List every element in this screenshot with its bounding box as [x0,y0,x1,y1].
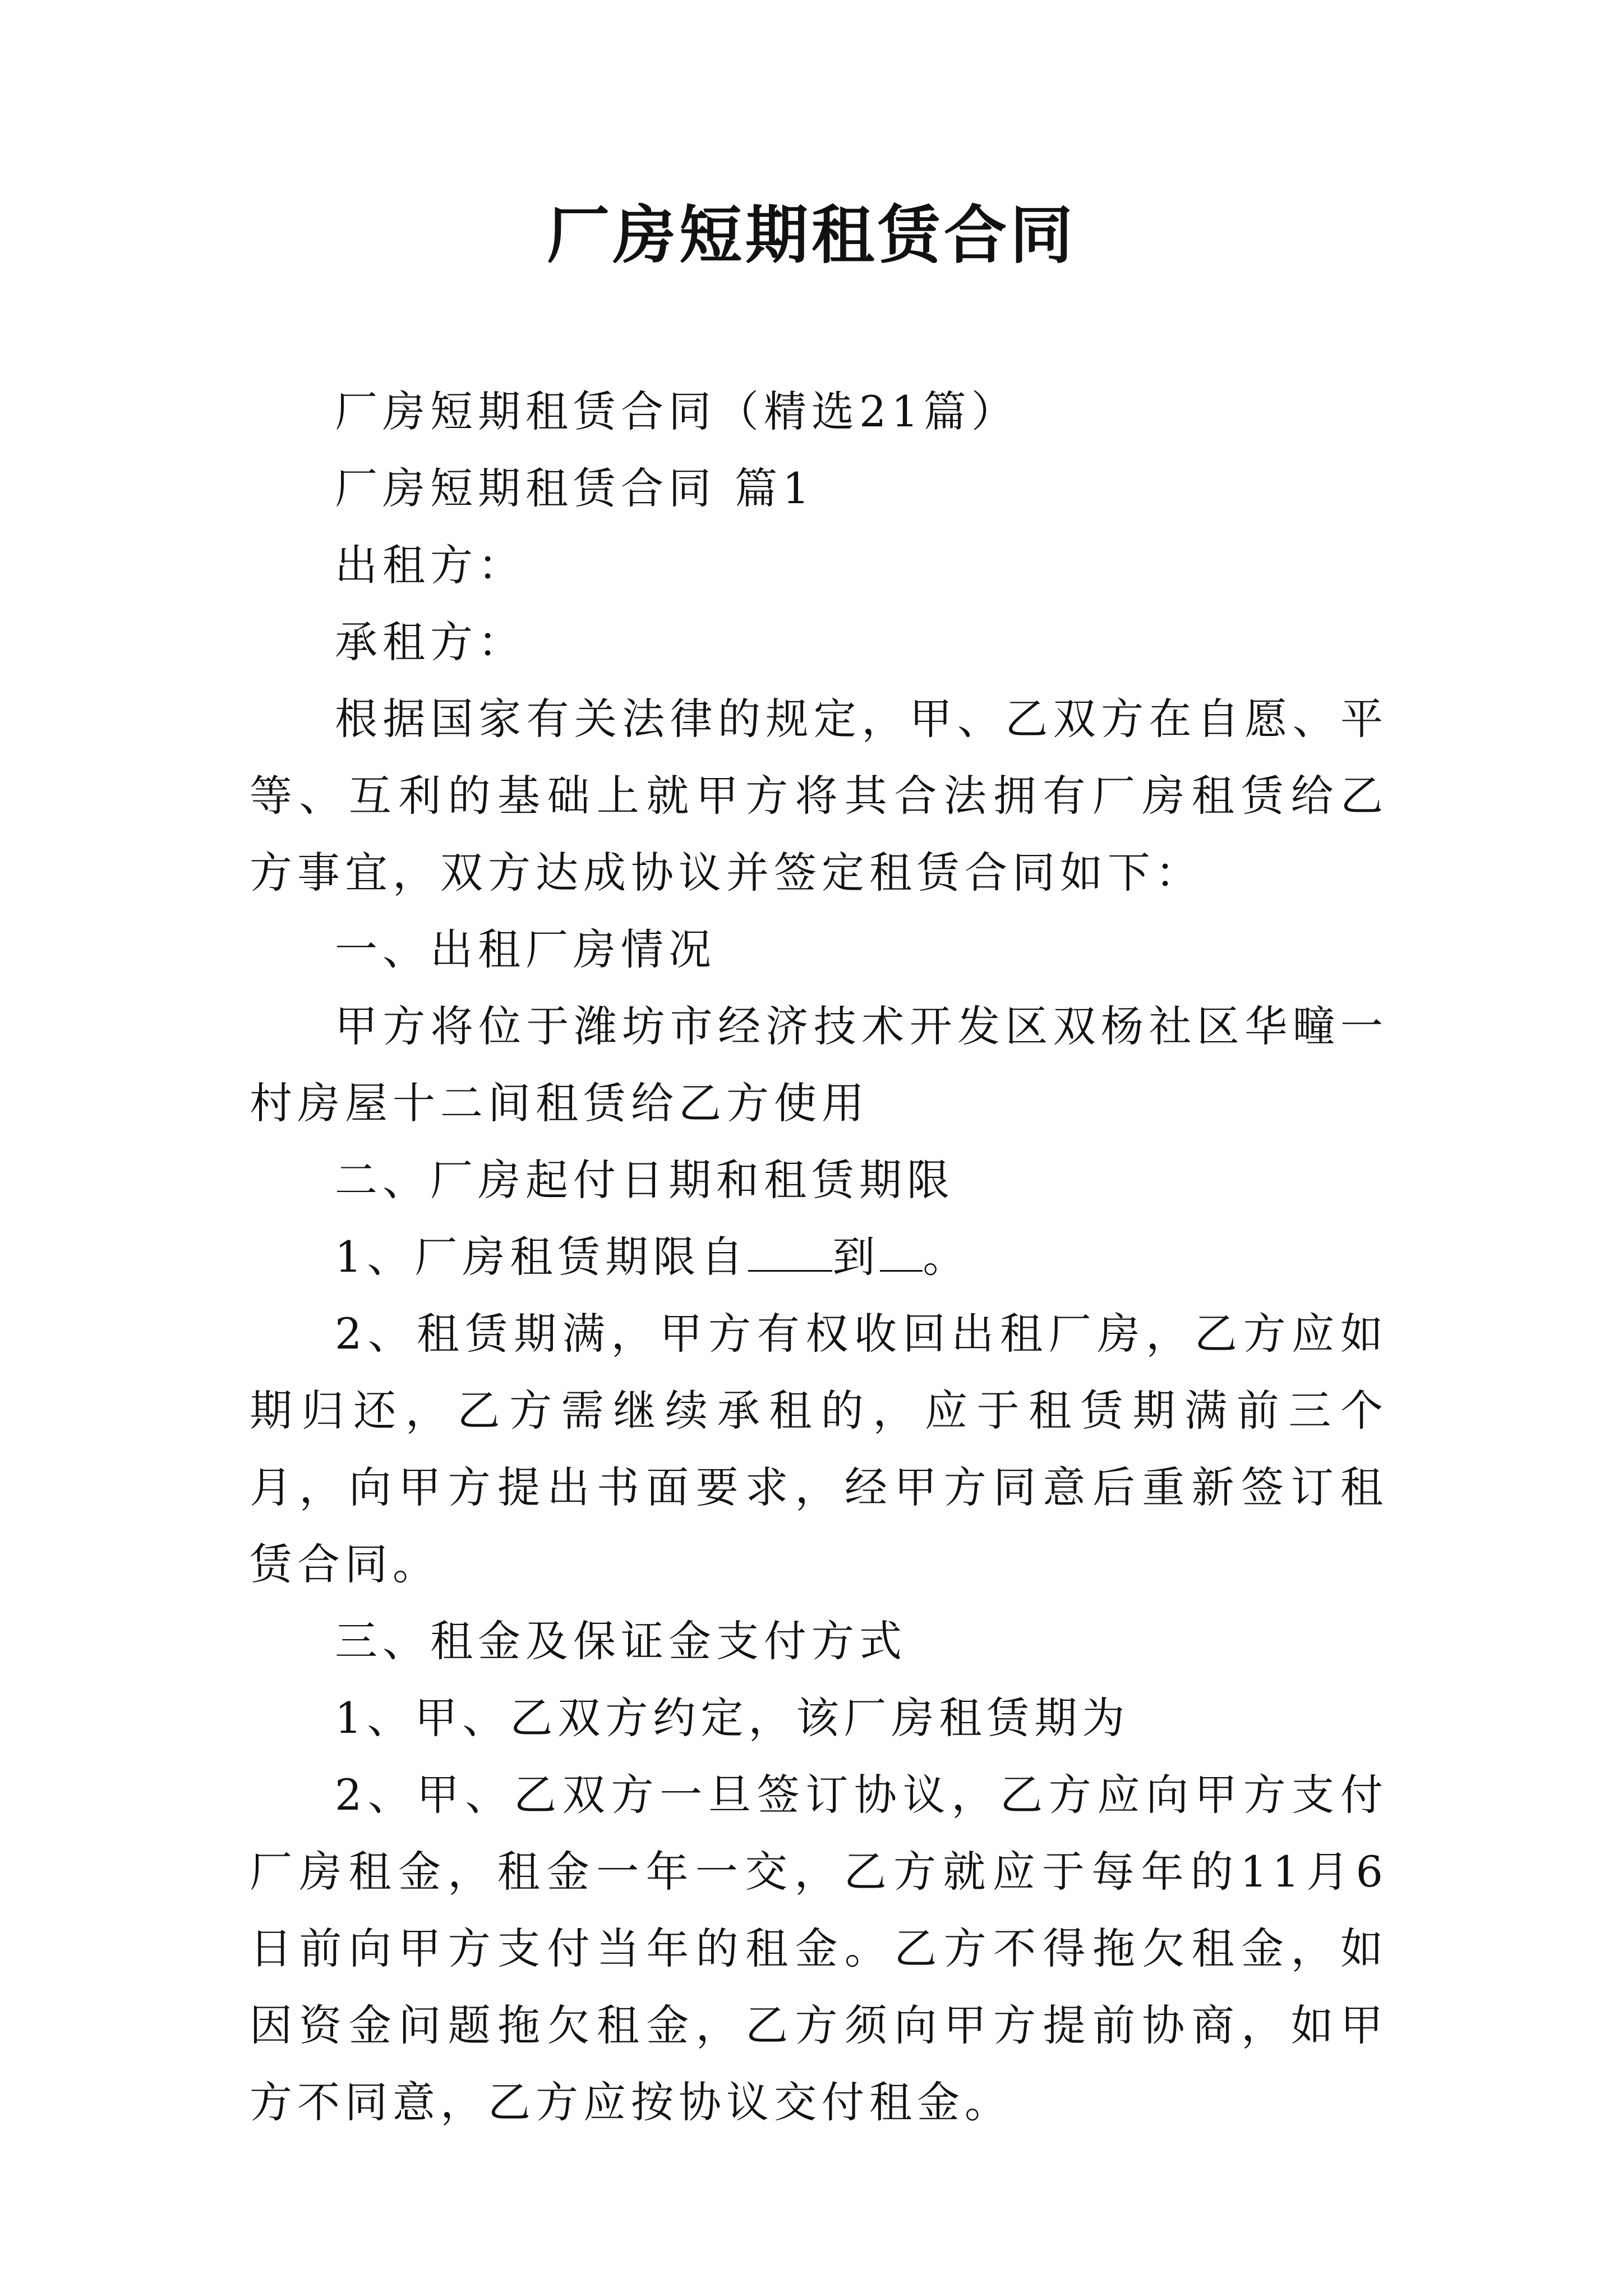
lease-start-blank [748,1231,832,1272]
lease-term-prefix: 1、厂房租赁期限自 [335,1232,749,1282]
paragraph-lessor: 出租方： [335,540,525,590]
paragraph-property-location: 甲方将位于潍坊市经济技术开发区双杨社区华疃一村房屋十二间租赁给乙方使用 [250,1001,1388,1128]
lease-end-blank [880,1231,923,1272]
lease-term-middle: 到 [832,1232,880,1282]
paragraph-section-heading: 厂房短期租赁合同 篇1 [335,463,815,513]
paragraph-rent-period: 1、甲、乙双方约定，该厂房租赁期为 [335,1693,1130,1743]
paragraph-lease-expiry: 2、租赁期满，甲方有权收回出租厂房，乙方应如期归还，乙方需继续承租的，应于租赁期满前三个月，向甲方提出书面要求，经甲方同意后重新签订租赁合同。 [250,1309,1388,1589]
paragraph-heading-3: 三、租金及保证金支付方式 [335,1616,907,1666]
paragraph-lessee: 承租方： [335,617,525,667]
paragraph-rent-payment: 2、甲、乙双方一旦签订协议，乙方应向甲方支付厂房租金，租金一年一交，乙方就应于每年的11月6日前向甲方支付当年的租金。乙方不得拖欠租金，如因资金问题拖欠租金，乙方须向甲方提前协商，如甲方不同意，乙方应按协议交付租金。 [250,1770,1388,2127]
paragraph-preamble: 根据国家有关法律的规定，甲、乙双方在自愿、平等、互利的基础上就甲方将其合法拥有厂房租赁给乙方事宜，双方达成协议并签定租赁合同如下： [250,694,1388,898]
document-title: 厂房短期租赁合同 [547,199,1076,272]
lease-term-suffix: 。 [923,1232,971,1282]
paragraph-heading-1: 一、出租厂房情况 [335,924,716,974]
paragraph-lease-term [250,1218,1388,1295]
paragraph-heading-2: 二、厂房起付日期和租赁期限 [335,1155,955,1205]
paragraph-subtitle: 厂房短期租赁合同（精选21篇） [335,386,1019,436]
document-body [250,373,1388,2141]
